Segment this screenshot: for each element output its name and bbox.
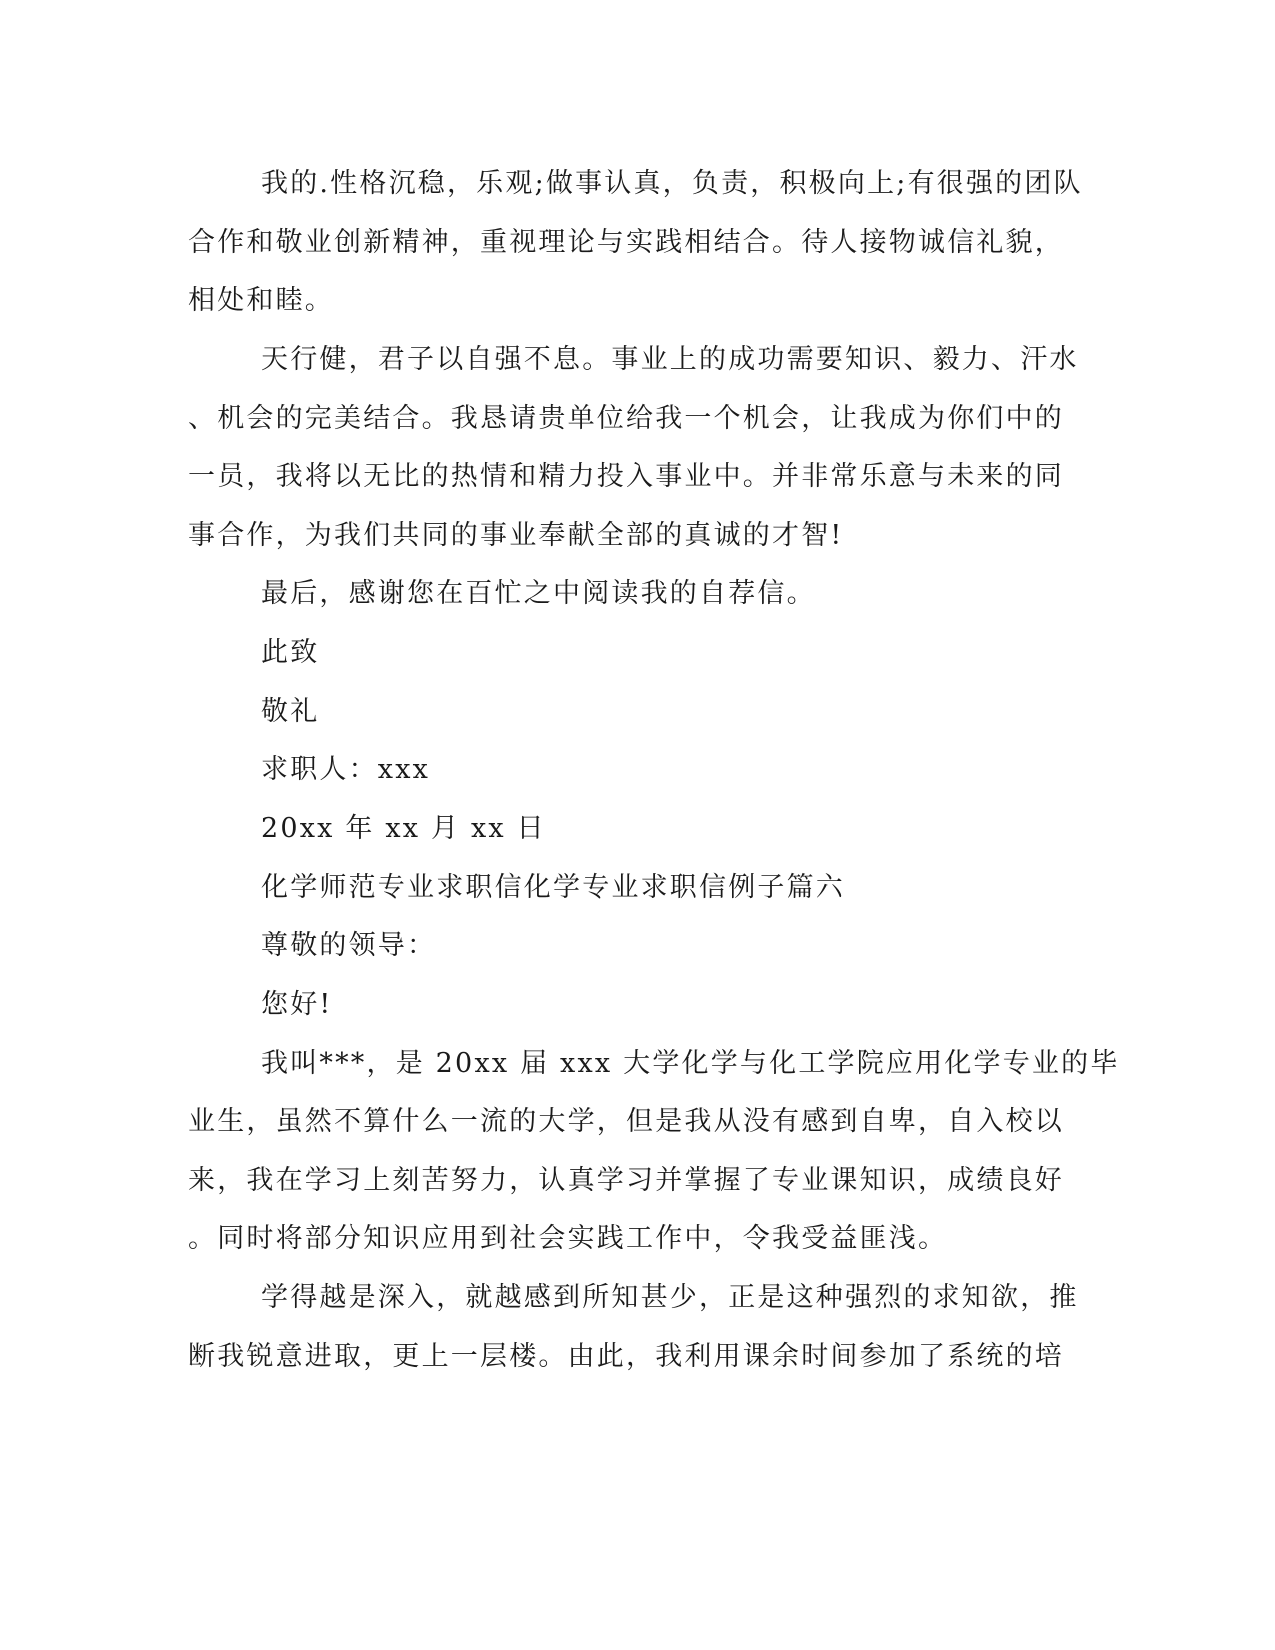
greeting-line: 尊敬的领导： — [261, 930, 437, 961]
text-line: 、机会的完美结合。我恳请贵单位给我一个机会，让我成为你们中的 — [188, 403, 1064, 434]
greeting-line: 您好! — [261, 989, 333, 1020]
salutation-line: 此致 — [261, 637, 320, 668]
text-line: 最后，感谢您在百忙之中阅读我的自荐信。 — [261, 578, 816, 609]
date-line: 20xx 年 xx 月 xx 日 — [261, 813, 546, 844]
text-line: 事合作，为我们共同的事业奉献全部的真诚的才智! — [188, 520, 844, 551]
salutation-line: 敬礼 — [261, 696, 320, 727]
text-line: 我的.性格沉稳，乐观;做事认真，负责，积极向上;有很强的团队 — [261, 168, 1083, 199]
text-line: 我叫***，是 20xx 届 xxx 大学化学与化工学院应用化学专业的毕 — [261, 1048, 1120, 1079]
text-line: 业生，虽然不算什么一流的大学，但是我从没有感到自卑，自入校以 — [188, 1106, 1064, 1137]
text-line: 学得越是深入，就越感到所知甚少，正是这种强烈的求知欲，推 — [261, 1282, 1079, 1313]
signature-line: 求职人：xxx — [261, 754, 431, 785]
text-line: 断我锐意进取，更上一层楼。由此，我利用课余时间参加了系统的培 — [188, 1341, 1064, 1372]
text-line: 来，我在学习上刻苦努力，认真学习并掌握了专业课知识，成绩良好 — [188, 1165, 1064, 1196]
text-line: 相处和睦。 — [188, 285, 334, 316]
text-line: 天行健，君子以自强不息。事业上的成功需要知识、毅力、汗水 — [261, 344, 1079, 375]
text-line: 合作和敬业创新精神，重视理论与实践相结合。待人接物诚信礼貌， — [188, 227, 1064, 258]
text-line: 一员，我将以无比的热情和精力投入事业中。并非常乐意与未来的同 — [188, 461, 1064, 492]
text-line: 。同时将部分知识应用到社会实践工作中，令我受益匪浅。 — [188, 1223, 948, 1254]
section-title: 化学师范专业求职信化学专业求职信例子篇六 — [261, 872, 845, 903]
